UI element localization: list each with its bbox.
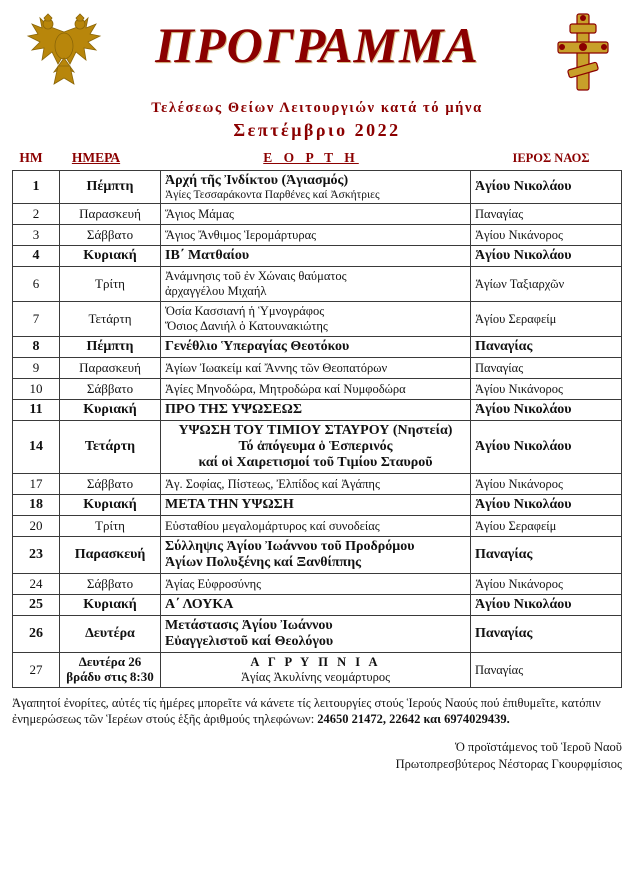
subtitle-month: Σεπτέμβριο 2022 — [233, 120, 401, 140]
table-row — [13, 358, 622, 379]
cell-church: Παναγίας — [471, 358, 622, 379]
cell-number: 27 — [13, 653, 60, 688]
cell-number: 1 — [13, 171, 60, 204]
cell-day: Κυριακή — [60, 595, 161, 616]
table-row — [13, 337, 622, 358]
cell-church: Παναγίας — [471, 337, 622, 358]
signature-line-1: Ὁ προϊστάμενος τοῦ Ἱεροῦ Ναοῦ — [455, 740, 622, 754]
cell-day: Σάββατο — [60, 474, 161, 495]
feast-sub: Εὐαγγελιστοῦ καί Θεολόγου — [165, 634, 334, 649]
cell-feast — [161, 421, 471, 474]
feast-main: Μετάστασις Ἁγίου Ἰωάννου — [165, 618, 333, 633]
cell-day: Παρασκευή — [60, 537, 161, 574]
feast-main: Ἀνάμνησις τοῦ ἐν Χώναις θαύματος — [165, 269, 347, 283]
cell-day: Κυριακή — [60, 400, 161, 421]
table-row — [13, 495, 622, 516]
feast-line2: Τό ἀπόγευμα ὁ Ἑσπερινός — [238, 439, 393, 454]
orthodox-cross-icon — [550, 8, 616, 96]
cell-feast: Γενέθλιο Ὑπεραγίας Θεοτόκου — [161, 337, 471, 358]
cell-day: Δευτέρα — [60, 616, 161, 653]
cell-day: Παρασκευή — [60, 204, 161, 225]
cell-number: 17 — [13, 474, 60, 495]
cell-feast: Εὐσταθίου μεγαλομάρτυρος καί συνοδείας — [161, 516, 471, 537]
signature-block — [12, 739, 622, 773]
cell-number: 24 — [13, 574, 60, 595]
table-row — [13, 246, 622, 267]
cell-feast: Ἅγιος Ἄνθιμος Ἱερομάρτυρας — [161, 225, 471, 246]
table-row — [13, 204, 622, 225]
cell-feast: Ἁγίες Μηνοδώρα, Μητροδώρα καί Νυμφοδώρα — [161, 379, 471, 400]
feast-main: Ὁσία Κασσιανή ἡ Ὑμνογράφος — [165, 304, 325, 318]
table-row — [13, 225, 622, 246]
cell-number: 20 — [13, 516, 60, 537]
cell-number: 26 — [13, 616, 60, 653]
cell-day: Τετάρτη — [60, 302, 161, 337]
cell-day: Τρίτη — [60, 267, 161, 302]
cell-feast: Ἅγιος Μάμας — [161, 204, 471, 225]
column-header-day: ΗΜΕΡΑ — [71, 150, 121, 165]
feast-main: Ἀρχή τῆς Ἰνδίκτου (Ἁγιασμός) — [165, 173, 349, 188]
cell-feast — [161, 616, 471, 653]
cell-day: Τετάρτη — [60, 421, 161, 474]
footer-note-text: Ἀγαπητοί ἐνορίτες, αὐτές τίς ἡμέρες μπορεῖτε νά κάνετε τίς λειτουργίες στούς Ἱερούς Ναούς πού ἐπιθυμεῖτε, κατόπιν ἐνημερώσεως τῶν Ἱερέων στούς ἑξῆς ἀριθμούς τηλεφώνων: — [12, 696, 601, 726]
footer-phones: 24650 21472, 22642 και 6974029439. — [317, 712, 510, 726]
table-row — [13, 267, 622, 302]
cell-church: Παναγίας — [471, 204, 622, 225]
cell-number: 9 — [13, 358, 60, 379]
feast-sub: Ὅσιος Δανιήλ ὁ Κατουνακιώτης — [165, 319, 328, 333]
schedule-table — [12, 170, 622, 688]
cell-feast — [161, 537, 471, 574]
cell-church: Ἁγίου Σεραφείμ — [471, 516, 622, 537]
cell-day: Τρίτη — [60, 516, 161, 537]
cell-feast — [161, 267, 471, 302]
cell-church: Ἁγίου Νικάνορος — [471, 225, 622, 246]
page-title: ΠΡΟΓΡΑΜΜΑ — [155, 17, 479, 73]
table-row — [13, 171, 622, 204]
cell-church: Παναγίας — [471, 537, 622, 574]
cell-day: Κυριακή — [60, 246, 161, 267]
cell-feast: Ἁγίας Εὐφροσύνης — [161, 574, 471, 595]
cell-feast: ΙΒ΄ Ματθαίου — [161, 246, 471, 267]
cell-church: Ἁγίου Νικολάου — [471, 246, 622, 267]
cell-feast — [161, 302, 471, 337]
table-row — [13, 537, 622, 574]
cell-church: Ἁγίων Ταξιαρχῶν — [471, 267, 622, 302]
cell-number: 3 — [13, 225, 60, 246]
double-headed-eagle-icon — [18, 10, 110, 92]
cell-church: Ἁγίου Νικάνορος — [471, 574, 622, 595]
cell-number: 4 — [13, 246, 60, 267]
cell-number: 14 — [13, 421, 60, 474]
cell-day: Παρασκευή — [60, 358, 161, 379]
cell-church: Ἁγίου Νικολάου — [471, 421, 622, 474]
feast-sub: Ἁγίες Τεσσαράκοντα Παρθένες καί Ἀσκήτριες — [165, 189, 380, 201]
feast-sub: Ἁγίας Ἀκυλίνης νεομάρτυρος — [240, 670, 391, 684]
cell-number: 25 — [13, 595, 60, 616]
feast-main: Σύλληψις Ἁγίου Ἰωάννου τοῦ Προδρόμου — [165, 539, 415, 554]
cell-church: Ἁγίου Νικολάου — [471, 400, 622, 421]
feast-line3: καί οἱ Χαιρετισμοί τοῦ Τιμίου Σταυροῦ — [198, 455, 433, 470]
column-header-number: ΗΜ — [19, 150, 43, 165]
cell-church: Ἁγίου Νικολάου — [471, 171, 622, 204]
table-row — [13, 302, 622, 337]
table-row — [13, 400, 622, 421]
cell-church: Ἁγίου Νικολάου — [471, 595, 622, 616]
table-row — [13, 574, 622, 595]
table-row — [13, 653, 622, 688]
cell-church: Παναγίας — [471, 653, 622, 688]
table-row — [13, 616, 622, 653]
cell-feast: Ἁγίων Ἰωακείμ καί Ἄννης τῶν Θεοπατόρων — [161, 358, 471, 379]
cell-day: Κυριακή — [60, 495, 161, 516]
cell-feast: ΠΡΟ ΤΗΣ ΥΨΩΣΕΩΣ — [161, 400, 471, 421]
table-row — [13, 595, 622, 616]
cell-number: 6 — [13, 267, 60, 302]
cell-church: Ἁγίου Νικάνορος — [471, 379, 622, 400]
feast-sub: ἀρχαγγέλου Μιχαήλ — [165, 284, 267, 298]
cell-number: 23 — [13, 537, 60, 574]
signature-line-2: Πρωτοπρεσβύτερος Νέστορας Γκουρφμίσιος — [395, 756, 622, 771]
footer-note — [12, 695, 622, 727]
table-row — [13, 516, 622, 537]
table-row — [13, 474, 622, 495]
cell-day: Σάββατο — [60, 379, 161, 400]
subtitle-primary: Τελέσεως Θείων Λειτουργιών κατά τό μήνα — [151, 100, 483, 116]
cell-number: 8 — [13, 337, 60, 358]
cell-feast: ΜΕΤΑ ΤΗΝ ΥΨΩΣΗ — [161, 495, 471, 516]
cell-number: 2 — [13, 204, 60, 225]
column-header-church: ΙΕΡΟΣ ΝΑΟΣ — [512, 151, 590, 165]
cell-day: Σάββατο — [60, 225, 161, 246]
table-column-headers — [12, 147, 622, 170]
cell-day: Σάββατο — [60, 574, 161, 595]
table-row — [13, 379, 622, 400]
feast-main: Α Γ Ρ Υ Π Ν Ι Α — [250, 655, 381, 669]
cell-number: 7 — [13, 302, 60, 337]
feast-main: ΥΨΩΣΗ ΤΟΥ ΤΙΜΙΟΥ ΣΤΑΥΡΟΥ (Νηστεία) — [178, 423, 453, 438]
cell-feast: Α΄ ΛΟΥΚΑ — [161, 595, 471, 616]
cell-church: Ἁγίου Νικολάου — [471, 495, 622, 516]
cell-church: Ἁγίου Σεραφείμ — [471, 302, 622, 337]
cell-day: Πέμπτη — [60, 171, 161, 204]
cell-number: 11 — [13, 400, 60, 421]
cell-feast — [161, 653, 471, 688]
cell-church: Ἁγίου Νικάνορος — [471, 474, 622, 495]
cell-feast: Ἁγ. Σοφίας, Πίστεως, Ἐλπίδος καί Ἀγάπης — [161, 474, 471, 495]
table-row — [13, 421, 622, 474]
page-header — [12, 6, 622, 98]
feast-sub: Ἁγίων Πολυξένης καί Ξανθίππης — [165, 555, 362, 570]
cell-church: Παναγίας — [471, 616, 622, 653]
column-header-feast: Ε Ο Ρ Τ Η — [263, 150, 359, 165]
cell-number: 10 — [13, 379, 60, 400]
cell-number: 18 — [13, 495, 60, 516]
cell-day: Πέμπτη — [60, 337, 161, 358]
cell-day: Δευτέρα 26 βράδυ στις 8:30 — [60, 653, 161, 688]
cell-feast — [161, 171, 471, 204]
